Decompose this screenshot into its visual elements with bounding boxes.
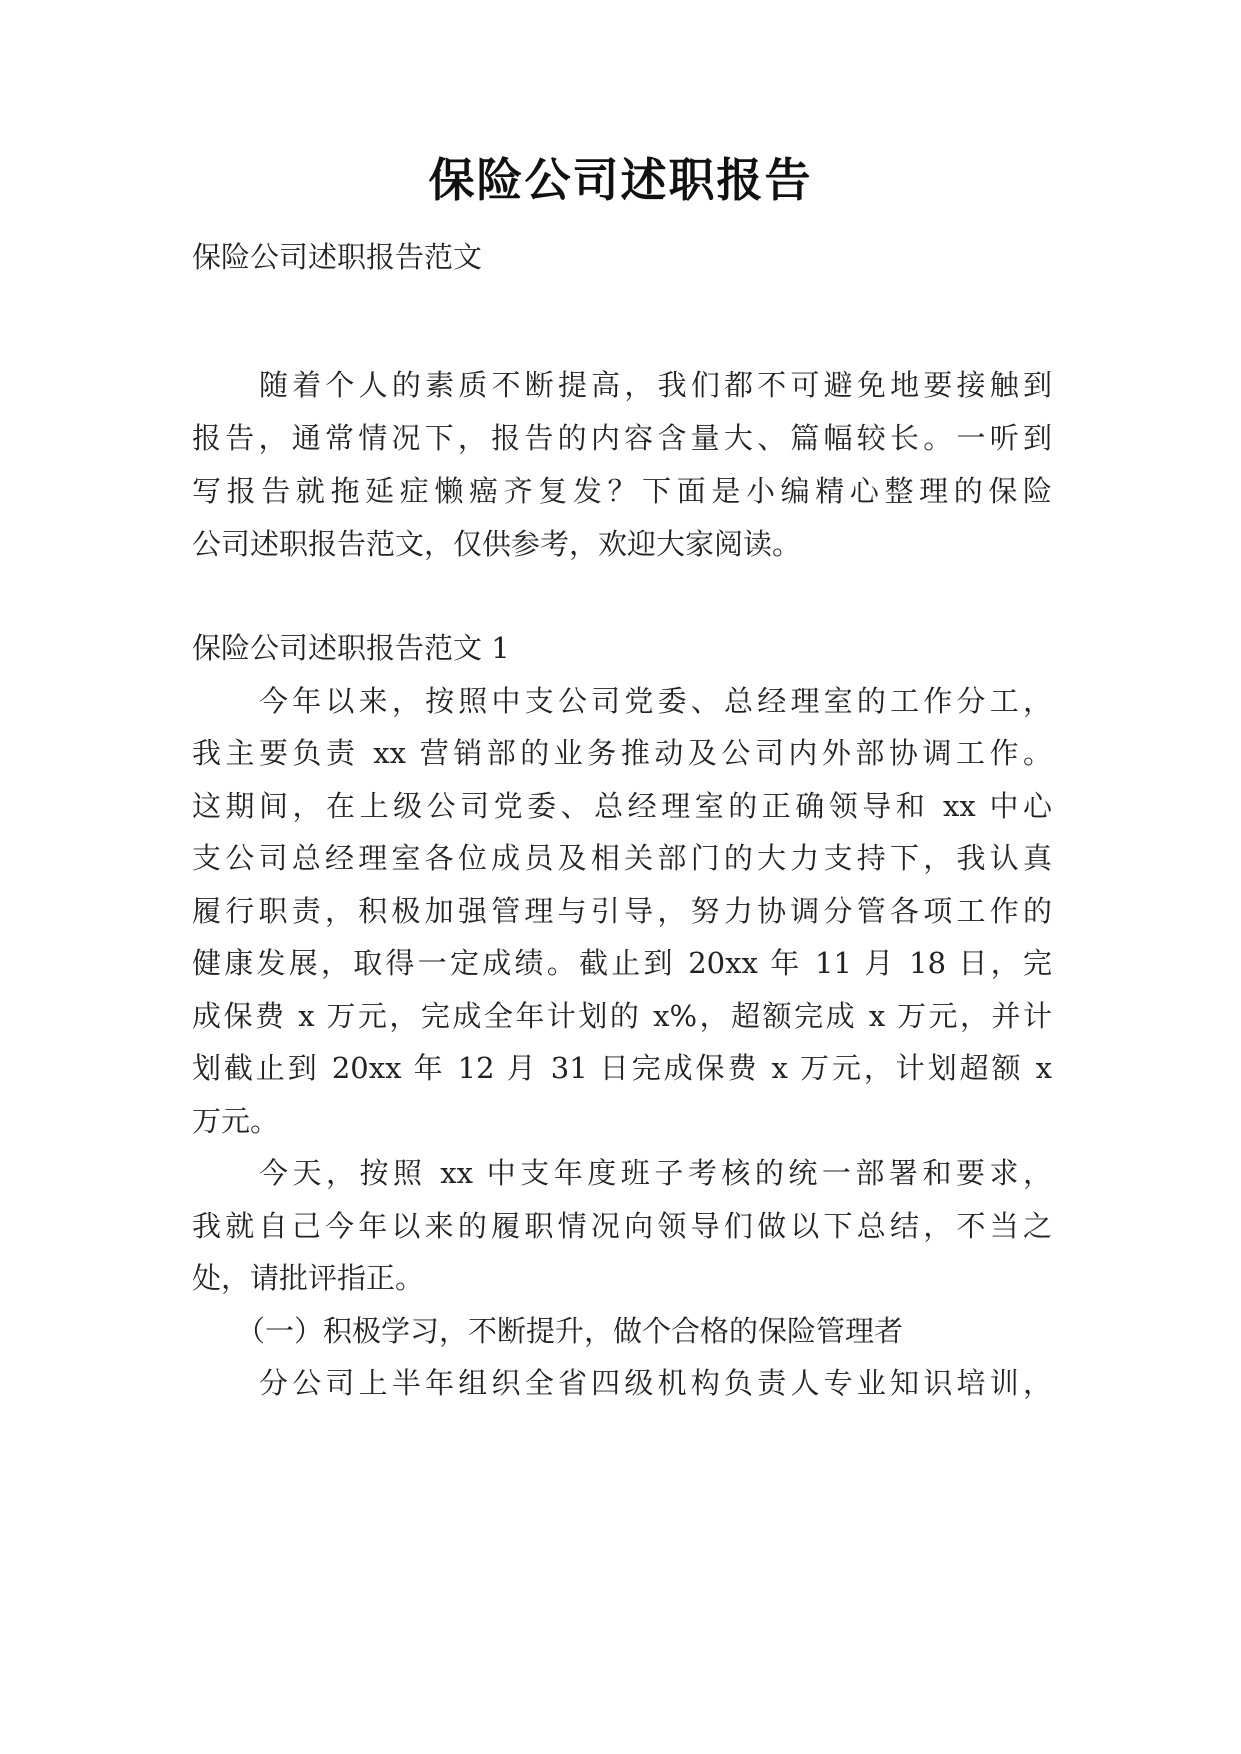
para1-line-4: 支公司总经理室各位成员及相关部门的大力支持下，我认真 xyxy=(192,841,1052,875)
para1-line-2: 我主要负责 xx 营销部的业务推动及公司内外部协调工作。 xyxy=(192,736,1052,770)
subheading-1: （一）积极学习，不断提升，做个合格的保险管理者 xyxy=(236,1314,904,1348)
para1-line-7: 成保费 x 万元，完成全年计划的 x%，超额完成 x 万元，并计 xyxy=(192,999,1052,1033)
para2-line-3: 处，请批评指正。 xyxy=(192,1261,425,1295)
section-heading: 保险公司述职报告范文 1 xyxy=(192,631,510,665)
intro-line-1: 随着个人的素质不断提高，我们都不可避免地要接触到 xyxy=(259,368,1052,402)
document-subtitle: 保险公司述职报告范文 xyxy=(192,240,483,274)
para2-line-2: 我就自己今年以来的履职情况向领导们做以下总结，不当之 xyxy=(192,1209,1052,1243)
para3-line-1: 分公司上半年组织全省四级机构负责人专业知识培训， xyxy=(259,1366,1052,1400)
para2-line-1: 今天，按照 xx 中支年度班子考核的统一部署和要求， xyxy=(259,1156,1052,1190)
intro-line-3: 写报告就拖延症懒癌齐复发？下面是小编精心整理的保险 xyxy=(192,474,1052,508)
para1-line-8: 划截止到 20xx 年 12 月 31 日完成保费 x 万元，计划超额 x xyxy=(192,1051,1052,1085)
para1-line-1: 今年以来，按照中支公司党委、总经理室的工作分工， xyxy=(259,684,1052,718)
para1-line-5: 履行职责，积极加强管理与引导，努力协调分管各项工作的 xyxy=(192,894,1052,928)
document-title: 保险公司述职报告 xyxy=(428,153,813,207)
para1-line-3: 这期间，在上级公司党委、总经理室的正确领导和 xx 中心 xyxy=(192,789,1052,823)
para1-line-6: 健康发展，取得一定成绩。截止到 20xx 年 11 月 18 日，完 xyxy=(192,946,1052,980)
intro-line-4: 公司述职报告范文，仅供参考，欢迎大家阅读。 xyxy=(192,527,802,561)
para1-line-9: 万元。 xyxy=(192,1104,280,1138)
intro-line-2: 报告，通常情况下，报告的内容含量大、篇幅较长。一听到 xyxy=(192,421,1052,455)
